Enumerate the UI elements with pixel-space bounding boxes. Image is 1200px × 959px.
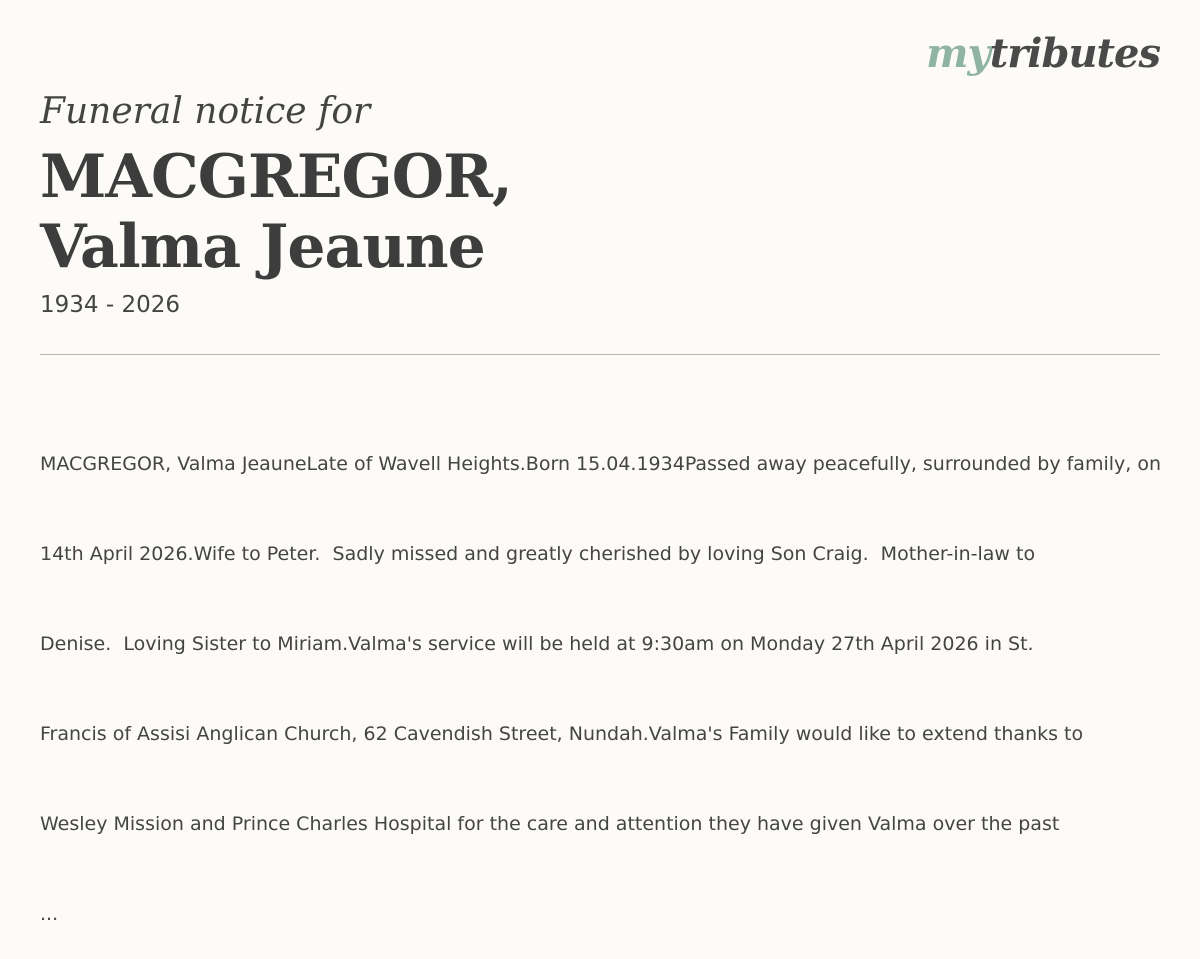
life-years: 1934 - 2026 [40, 292, 180, 318]
deceased-given-names: Valma Jeaune [40, 212, 485, 282]
notice-line: 14th April 2026.Wife to Peter. Sadly missed and greatly cherished by loving Son Craig. Mother-in-law to [40, 543, 1036, 565]
divider [40, 354, 1160, 355]
pre-title: Funeral notice for [40, 91, 371, 132]
logo-part-my: my [926, 30, 990, 77]
deceased-surname: MACGREGOR, [40, 142, 512, 212]
notice-text [40, 389, 1190, 959]
notice-line: Denise. Loving Sister to Miriam.Valma's service will be held at 9:30am on Monday 27th April 2026 in St. [40, 633, 1034, 655]
mytributes-logo[interactable] [926, 30, 1160, 77]
notice-line: Wesley Mission and Prince Charles Hospital for the care and attention they have given Valma over the past [40, 813, 1060, 835]
notice-line: Francis of Assisi Anglican Church, 62 Cavendish Street, Nundah.Valma's Family would like to extend thanks to [40, 723, 1084, 745]
notice-line: MACGREGOR, Valma JeauneLate of Wavell Heights.Born 15.04.1934Passed away peacefully, surrounded by family, on [40, 453, 1161, 475]
deceased-name [40, 142, 512, 282]
logo-part-tributes: tributes [989, 30, 1160, 77]
notice-ellipsis: ... [40, 903, 59, 925]
